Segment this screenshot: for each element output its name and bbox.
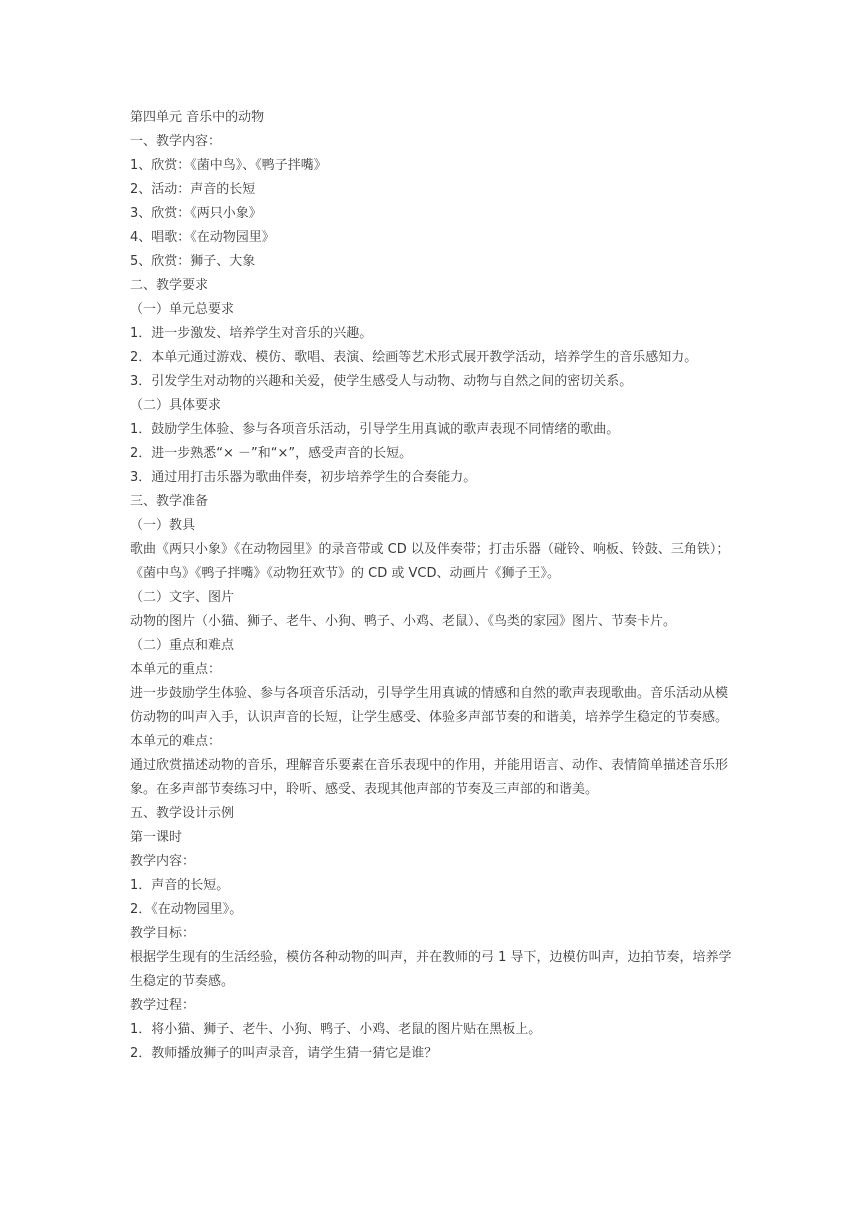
list-item: 2．《在动物园里》。 bbox=[130, 902, 243, 917]
list-item: 1、欣赏：《菌中鸟》、《鸭子拌嘴》 bbox=[130, 158, 327, 173]
list-item: 4、唱歌：《在动物园里》 bbox=[130, 230, 275, 245]
paragraph-label: 本单元的重点： bbox=[130, 662, 222, 677]
lesson-heading: 第一课时 bbox=[130, 830, 183, 845]
subsection-heading: （二）重点和难点 bbox=[130, 638, 235, 653]
paragraph: 根据学生现有的生活经验，模仿各种动物的叫声，并在教师的弓 1 导下，边模仿叫声，边拍节奏，培养学生稳定的节奏感。 bbox=[130, 950, 732, 989]
paragraph-label: 教学过程： bbox=[130, 998, 196, 1013]
paragraph: 歌曲《两只小象》《在动物园里》的录音带或 CD 以及伴奏带；打击乐器（碰铃、响板、铃鼓、三角铁）；《菌中鸟》《鸭子拌嘴》《动物狂欢节》的 CD 或 VCD、动画片《狮子王》。 bbox=[130, 542, 730, 581]
subsection-heading: （一）教具 bbox=[130, 518, 196, 533]
paragraph-label: 本单元的难点： bbox=[130, 734, 222, 749]
subsection-heading: （二）具体要求 bbox=[130, 398, 222, 413]
section-heading: 二、教学要求 bbox=[130, 278, 209, 293]
section-heading: 一、教学内容： bbox=[130, 134, 222, 149]
list-item: 1．鼓励学生体验、参与各项音乐活动，引导学生用真诚的歌声表现不同情绪的歌曲。 bbox=[130, 422, 620, 437]
list-item: 3、欣赏：《两只小象》 bbox=[130, 206, 262, 221]
list-item: 2、活动：声音的长短 bbox=[130, 182, 256, 197]
paragraph: 进一步鼓励学生体验、参与各项音乐活动，引导学生用真诚的情感和自然的歌声表现歌曲。音乐活动从模仿动物的叫声入手，认识声音的长短，让学生感受、体验多声部节奏的和谐美，培养学生稳定的节奏感。 bbox=[130, 686, 729, 725]
list-item: 3．引发学生对动物的兴趣和关爱，使学生感受人与动物、动物与自然之间的密切关系。 bbox=[130, 374, 633, 389]
list-item: 5、欣赏：狮子、大象 bbox=[130, 254, 256, 269]
paragraph: 通过欣赏描述动物的音乐，理解音乐要素在音乐表现中的作用，并能用语言、动作、表情简单描述音乐形象。在多声部节奏练习中，聆听、感受、表现其他声部的节奏及三声部的和谐美。 bbox=[130, 758, 729, 797]
list-item: 1．将小猫、狮子、老牛、小狗、鸭子、小鸡、老鼠的图片贴在黑板上。 bbox=[130, 1022, 542, 1037]
list-item: 2．进一步熟悉“× －”和“×”，感受声音的长短。 bbox=[130, 446, 413, 461]
document-body bbox=[130, 106, 734, 1066]
section-heading: 三、教学准备 bbox=[130, 494, 209, 509]
paragraph: 动物的图片（小猫、狮子、老牛、小狗、鸭子、小鸡、老鼠）、《鸟类的家园》图片、节奏卡片。 bbox=[130, 614, 677, 629]
section-heading: 五、教学设计示例 bbox=[130, 806, 235, 821]
list-item: 2．教师播放狮子的叫声录音，请学生猜一猜它是谁？ bbox=[130, 1046, 438, 1061]
list-item: 1．声音的长短。 bbox=[130, 878, 230, 893]
unit-title: 第四单元 音乐中的动物 bbox=[130, 110, 265, 125]
paragraph-label: 教学内容： bbox=[130, 854, 196, 869]
list-item: 3．通过用打击乐器为歌曲伴奏，初步培养学生的合奏能力。 bbox=[130, 470, 477, 485]
subsection-heading: （一）单元总要求 bbox=[130, 302, 235, 317]
paragraph-label: 教学目标： bbox=[130, 926, 196, 941]
subsection-heading: （二）文字、图片 bbox=[130, 590, 235, 605]
list-item: 2．本单元通过游戏、模仿、歌唱、表演、绘画等艺术形式展开教学活动，培养学生的音乐感知力。 bbox=[130, 350, 698, 365]
list-item: 1．进一步激发、培养学生对音乐的兴趣。 bbox=[130, 326, 373, 341]
